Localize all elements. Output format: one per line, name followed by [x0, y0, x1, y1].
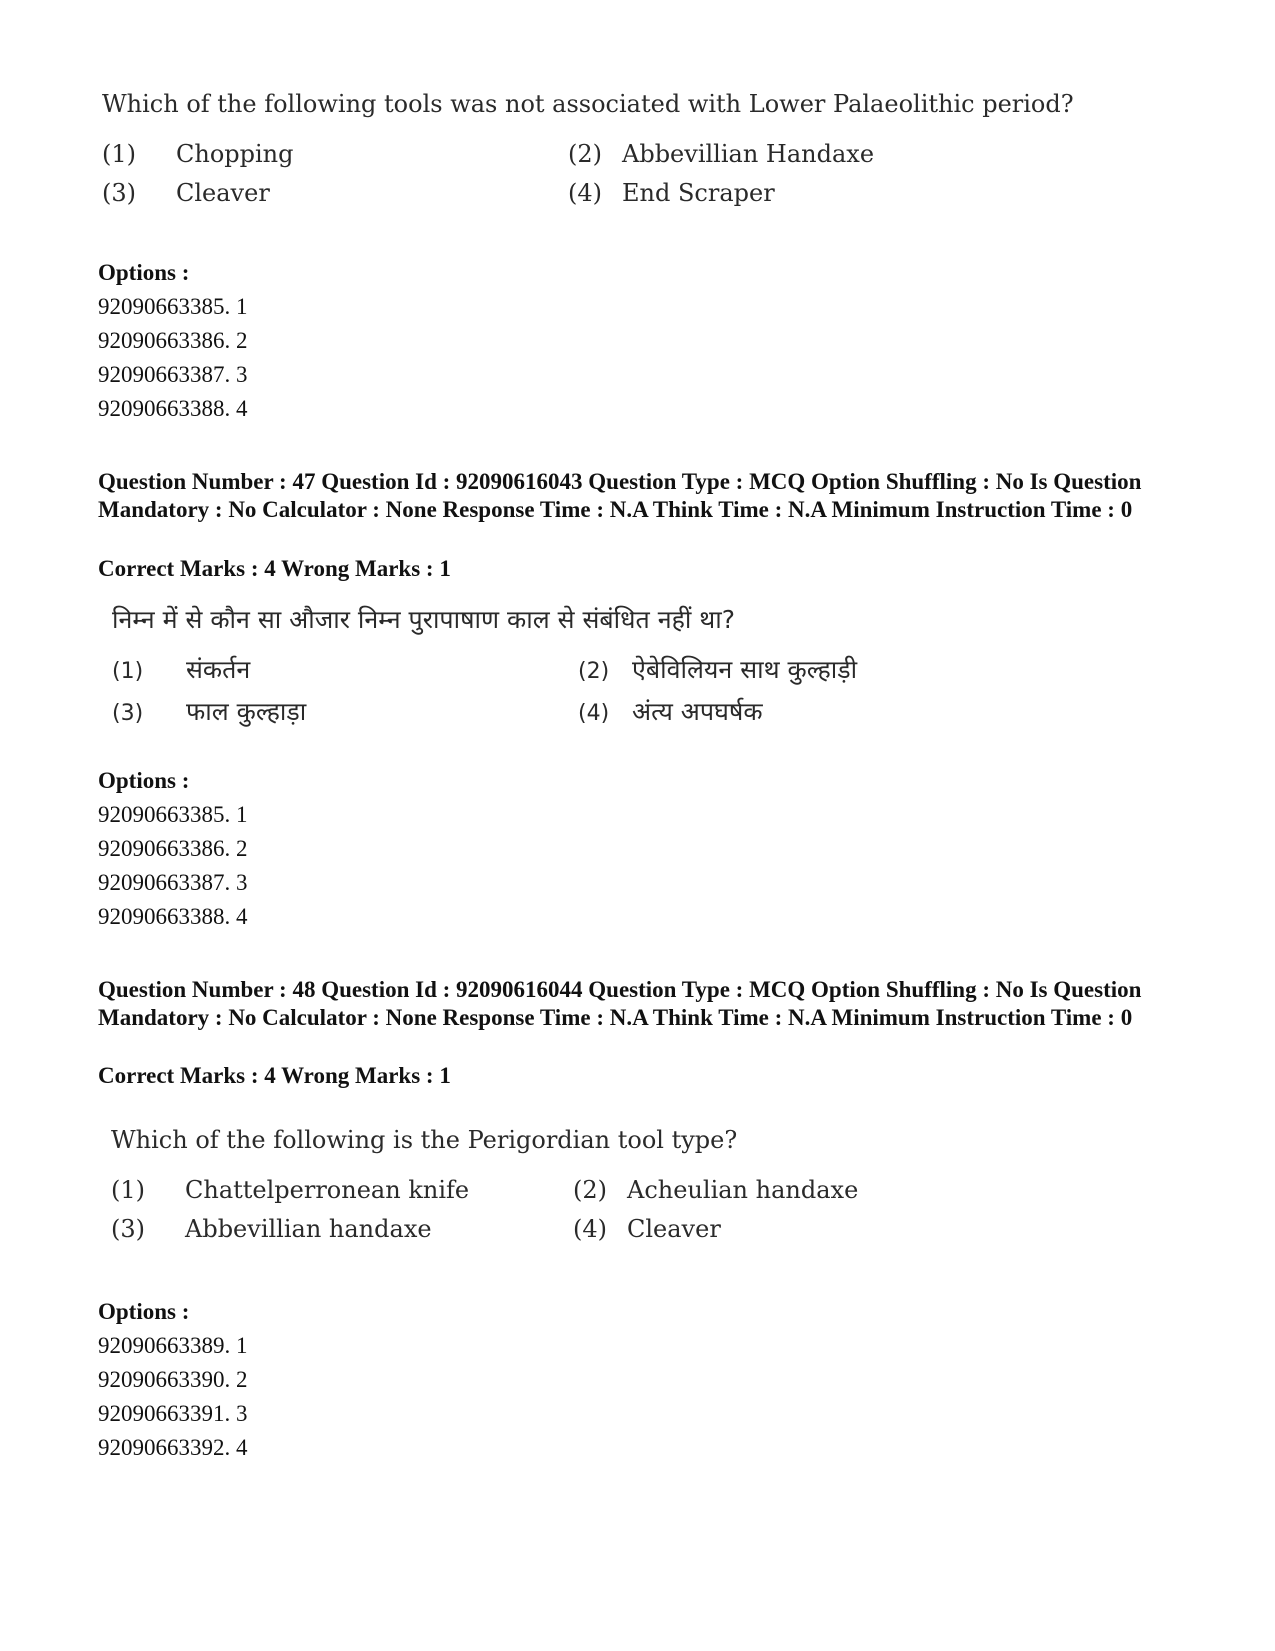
option-number: (1)	[111, 1176, 145, 1204]
question-48-image	[111, 1126, 1111, 1256]
option-number: (3)	[112, 701, 144, 726]
question-47-image	[112, 602, 1112, 732]
question-48-option-2	[573, 1176, 858, 1204]
question-48-option-3	[111, 1215, 432, 1243]
question-46-image	[102, 90, 1102, 220]
option-id: 92090663389. 1	[98, 1333, 248, 1358]
option-text: Chattelperronean knife	[185, 1176, 470, 1204]
question-48-option-4	[573, 1215, 721, 1243]
question-47-option-3	[112, 694, 306, 728]
option-id: 92090663387. 3	[98, 362, 248, 387]
option-text: Abbevillian Handaxe	[622, 140, 875, 168]
question-47-text: निम्न में से कौन सा औजार निम्न पुरापाषाण काल से संबंधित नहीं था?	[112, 605, 735, 634]
option-number: (4)	[578, 701, 610, 726]
option-text: End Scraper	[622, 179, 775, 207]
option-number: (1)	[112, 659, 144, 684]
option-id: 92090663388. 4	[98, 904, 248, 929]
options-label: Options :	[98, 1299, 190, 1324]
option-number: (1)	[102, 140, 136, 168]
question-47-option-4	[578, 694, 763, 728]
option-id: 92090663386. 2	[98, 836, 248, 861]
option-id: 92090663386. 2	[98, 328, 248, 353]
question-48-marks: Correct Marks : 4 Wrong Marks : 1	[98, 1063, 451, 1088]
question-46-option-2	[568, 140, 874, 168]
option-id: 92090663388. 4	[98, 396, 248, 421]
option-id: 92090663385. 1	[98, 294, 248, 319]
question-47-marks: Correct Marks : 4 Wrong Marks : 1	[98, 556, 451, 581]
options-label: Options :	[98, 768, 190, 793]
question-47-option-2	[578, 652, 857, 686]
option-number: (4)	[568, 179, 602, 207]
question-47-option-1	[112, 652, 250, 686]
option-text: Chopping	[176, 140, 294, 168]
option-text: ऐबेविलियन साथ कुल्हाड़ी	[632, 655, 858, 684]
question-48-option-1	[111, 1176, 469, 1204]
question-47-options	[98, 764, 248, 934]
option-text: अंत्य अपघर्षक	[632, 697, 763, 726]
question-46-option-1	[102, 140, 294, 168]
option-number: (2)	[578, 659, 610, 684]
option-text: Acheulian handaxe	[627, 1176, 859, 1204]
question-47-meta: Question Number : 47 Question Id : 92090616043 Question Type : MCQ Option Shuffling : No Is Question Mandatory : No Calculator : None Response Time : N.A Think Time : N.A Minimum Instruction Time : 0	[98, 469, 1142, 522]
option-id: 92090663391. 3	[98, 1401, 248, 1426]
option-number: (2)	[573, 1176, 607, 1204]
question-48-meta: Question Number : 48 Question Id : 92090616044 Question Type : MCQ Option Shuffling : No Is Question Mandatory : No Calculator : None Response Time : N.A Think Time : N.A Minimum Instruction Time : 0	[98, 977, 1142, 1030]
option-id: 92090663390. 2	[98, 1367, 248, 1392]
option-number: (3)	[111, 1215, 145, 1243]
options-label: Options :	[98, 260, 190, 285]
question-46-option-4	[568, 179, 775, 207]
question-46-options	[98, 256, 248, 426]
question-48-options	[98, 1295, 248, 1465]
option-id: 92090663387. 3	[98, 870, 248, 895]
option-id: 92090663392. 4	[98, 1435, 248, 1460]
option-number: (4)	[573, 1215, 607, 1243]
option-number: (3)	[102, 179, 136, 207]
option-text: फाल कुल्हाड़ा	[186, 697, 307, 726]
option-text: Cleaver	[176, 179, 270, 207]
option-number: (2)	[568, 140, 602, 168]
option-id: 92090663385. 1	[98, 802, 248, 827]
question-46-option-3	[102, 179, 270, 207]
option-text: संकर्तन	[186, 655, 251, 684]
option-text: Cleaver	[627, 1215, 721, 1243]
option-text: Abbevillian handaxe	[185, 1215, 432, 1243]
question-48-text: Which of the following is the Perigordian tool type?	[111, 1126, 738, 1154]
question-46-text: Which of the following tools was not associated with Lower Palaeolithic period?	[102, 90, 1074, 118]
